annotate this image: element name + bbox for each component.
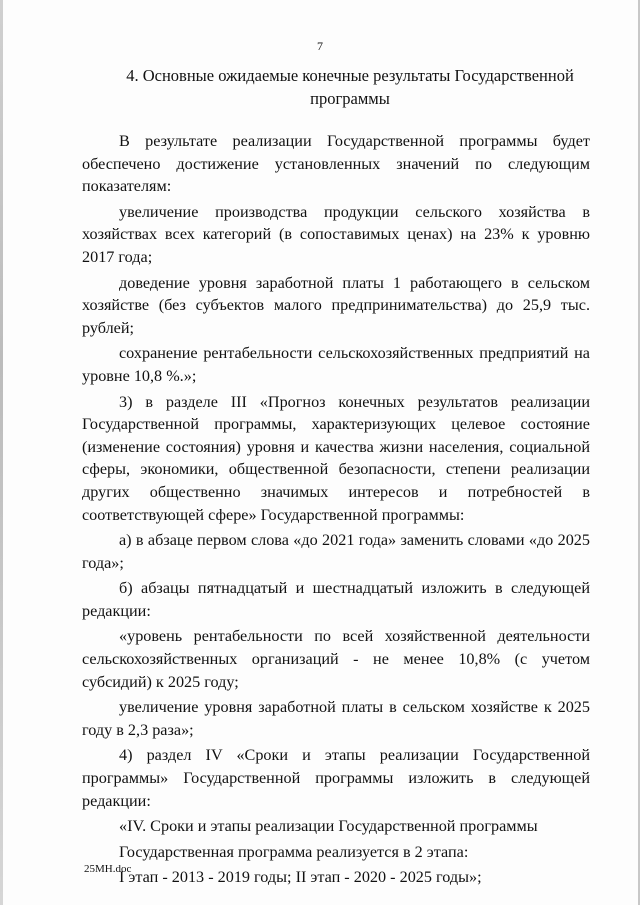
section-heading-line-1: 4. Основные ожидаемые конечные результаты Государственной	[126, 66, 574, 85]
paragraph-intro: В результате реализации Государственной программы будет обеспечено достижение установленных значений по следующим показателям:	[82, 132, 590, 196]
paragraph-salary-level: доведение уровня заработной платы 1 работающего в сельском хозяйстве (без субъектов малого предпринимательства) до 25,9 тыс. рублей;	[82, 273, 590, 337]
paragraph-section-iii-amendment: 3) в разделе III «Прогноз конечных результатов реализации Государственной программы, характеризующих целевое состояние (изменение состояния) уровня и качества жизни населения, социальной сферы, экономики, общественной безопасности, степени реализации других общественно значимых интересов и потребностей в соответствующей сфере» Государственной программы:	[82, 392, 590, 524]
paragraph-profitability-2025: «уровень рентабельности по всей хозяйственной деятельности сельскохозяйственных организаций - не менее 10,8% (с учетом субсидий) к 2025 году;	[82, 627, 590, 691]
paragraph-item-b: б) абзацы пятнадцатый и шестнадцатый изложить в следующей редакции:	[82, 579, 590, 620]
page-number: 7	[317, 39, 323, 53]
paragraph-stages-intro: Государственная программа реализуется в 2 этапа:	[119, 842, 469, 861]
paragraph-section-iv-title: «IV. Сроки и этапы реализации Государственной программы	[119, 817, 538, 836]
paragraph-stages-list: I этап - 2013 - 2019 годы; II этап - 2020 - 2025 годы»;	[119, 868, 482, 887]
file-name-footer: 25МН.doc	[84, 863, 132, 875]
paragraph-production-growth: увеличение производства продукции сельского хозяйства в хозяйствах всех категорий (в сопоставимых ценах) на 23% к уровню 2017 года;	[82, 202, 590, 266]
document-body	[82, 130, 590, 889]
paragraph-section-iv-amendment: 4) раздел IV «Сроки и этапы реализации Государственной программы» Государственной программы изложить в следующей редакции:	[82, 746, 590, 810]
section-heading	[70, 64, 630, 110]
scan-edge-left	[0, 0, 3, 905]
paragraph-item-a: а) в абзаце первом слова «до 2021 года» заменить словами «до 2025 года»;	[82, 531, 590, 572]
paragraph-profitability: сохранение рентабельности сельскохозяйственных предприятий на уровне 10,8 %.»;	[82, 344, 590, 385]
section-heading-line-2: программы	[310, 89, 390, 108]
paragraph-salary-2025: увеличение уровня заработной платы в сельском хозяйстве к 2025 году в 2,3 раза»;	[82, 698, 590, 739]
